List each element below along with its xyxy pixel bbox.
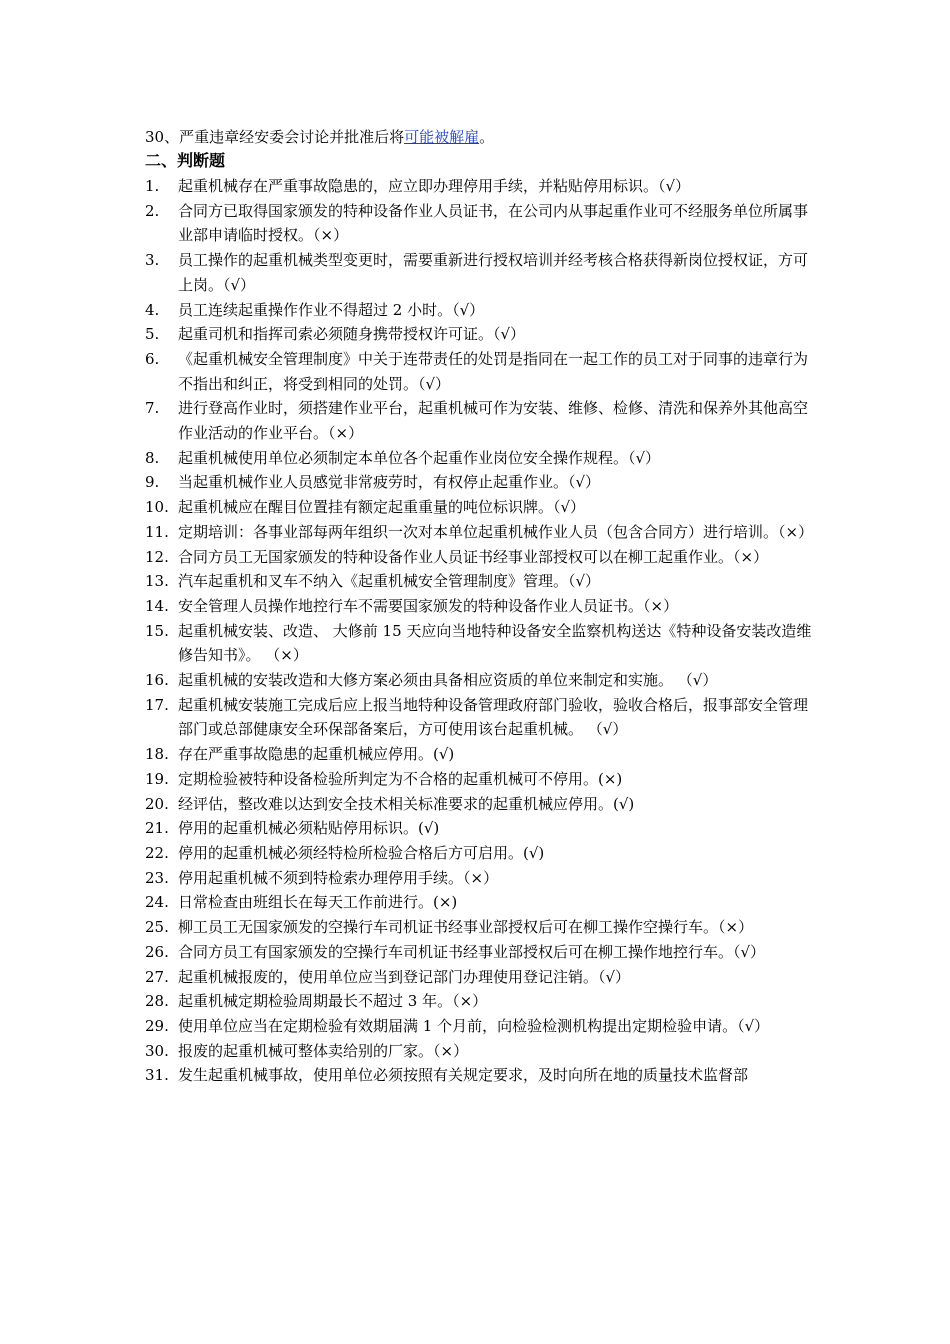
- previous-item-tail: 。: [479, 128, 495, 146]
- list-item: [145, 619, 815, 668]
- list-item: [145, 322, 815, 347]
- list-item: [145, 248, 815, 297]
- list-item: [145, 1014, 815, 1039]
- list-item: [145, 199, 815, 248]
- item-number: 28.: [145, 992, 169, 1011]
- list-item: [145, 520, 815, 545]
- item-text: 使用单位应当在定期检验有效期届满 1 个月前，向检验检测机构提出定期检验申请。（√）: [178, 1016, 770, 1035]
- list-item: [145, 792, 815, 817]
- item-text: 日常检查由班组长在每天工作前进行。(×): [178, 893, 458, 912]
- item-number: 18.: [145, 745, 169, 764]
- list-item: [145, 693, 815, 742]
- item-number: 9.: [145, 473, 160, 492]
- item-number: 21.: [145, 819, 169, 838]
- item-text: 停用起重机械不须到特检索办理停用手续。（×）: [178, 868, 499, 887]
- item-number: 15.: [145, 621, 169, 640]
- item-number: 2.: [145, 201, 160, 220]
- item-text: 起重机械使用单位必须制定本单位各个起重作业岗位安全操作规程。（√）: [178, 448, 661, 467]
- item-text: 汽车起重机和叉车不纳入《起重机械安全管理制度》管理。（√）: [178, 572, 601, 591]
- item-text: 当起重机械作业人员感觉非常疲劳时，有权停止起重作业。（√）: [178, 473, 601, 492]
- item-text: 起重机械定期检验周期最长不超过 3 年。（×）: [178, 992, 488, 1011]
- item-number: 7.: [145, 399, 160, 418]
- item-number: 26.: [145, 942, 169, 961]
- item-number: 16.: [145, 671, 169, 690]
- list-item: [145, 841, 815, 866]
- list-item: [145, 594, 815, 619]
- list-item: [145, 1039, 815, 1064]
- list-item: [145, 569, 815, 594]
- item-text: 进行登高作业时，须搭建作业平台，起重机械可作为安装、维修、检修、清洗和保养外其他高空作业活动的作业平台。（×）: [178, 399, 809, 443]
- item-number: 14.: [145, 596, 169, 615]
- item-text: 起重机械安装、改造、 大修前 15 天应向当地特种设备安全监察机构送达《特种设备安装改造维修告知书》。 （×）: [178, 621, 812, 665]
- item-text: 发生起重机械事故，使用单位必须按照有关规定要求，及时向所在地的质量技术监督部: [178, 1066, 749, 1085]
- list-item: [145, 174, 815, 199]
- item-number: 12.: [145, 547, 169, 566]
- item-number: 30.: [145, 1041, 169, 1060]
- list-item: [145, 915, 815, 940]
- item-text: 停用的起重机械必须粘贴停用标识。(√): [178, 819, 440, 838]
- item-number: 23.: [145, 868, 169, 887]
- item-text: 合同方员工有国家颁发的空操行车司机证书经事业部授权后可在柳工操作地控行车。（√）: [178, 942, 766, 961]
- previous-item-text: 30、严重违章经安委会讨论并批准后将: [145, 128, 405, 146]
- item-number: 24.: [145, 893, 169, 912]
- list-item: [145, 890, 815, 915]
- item-text: 起重机械的安装改造和大修方案必须由具备相应资质的单位来制定和实施。 （√）: [178, 671, 718, 690]
- dismissal-link[interactable]: 可能被解雇: [404, 128, 480, 146]
- list-item: [145, 347, 815, 396]
- item-number: 8.: [145, 448, 160, 467]
- list-item: [145, 940, 815, 965]
- list-item: [145, 298, 815, 323]
- item-text: 员工连续起重操作作业不得超过 2 小时。（√）: [178, 300, 485, 319]
- list-item: [145, 470, 815, 495]
- item-number: 25.: [145, 918, 169, 937]
- item-text: 存在严重事故隐患的起重机械应停用。(√): [178, 745, 455, 764]
- item-text: 起重机械应在醒目位置挂有额定起重重量的吨位标识牌。（√）: [178, 498, 586, 517]
- item-text: 合同方已取得国家颁发的特种设备作业人员证书，在公司内从事起重作业可不经服务单位所属事业部申请临时授权。（×）: [178, 201, 809, 245]
- list-item: [145, 446, 815, 471]
- item-number: 11.: [145, 522, 169, 541]
- list-item: [145, 495, 815, 520]
- item-number: 13.: [145, 572, 169, 591]
- item-number: 1.: [145, 177, 160, 195]
- item-text: 《起重机械安全管理制度》中关于连带责任的处罚是指同在一起工作的员工对于同事的违章行为不指出和纠正，将受到相同的处罚。（√）: [178, 349, 809, 393]
- list-item: [145, 965, 815, 990]
- item-text: 起重司机和指挥司索必须随身携带授权许可证。（√）: [178, 325, 526, 344]
- item-text: 报废的起重机械可整体卖给别的厂家。（×）: [178, 1041, 469, 1060]
- item-number: 20.: [145, 794, 169, 813]
- item-text: 经评估，整改难以达到安全技术相关标准要求的起重机械应停用。(√): [178, 794, 635, 813]
- item-text: 起重机械安装施工完成后应上报当地特种设备管理政府部门验收，验收合格后，报事部安全管理部门或总部健康安全环保部备案后，方可使用该台起重机械。 （√）: [178, 695, 809, 739]
- item-text: 停用的起重机械必须经特检所检验合格后方可启用。(√): [178, 843, 545, 862]
- item-number: 10.: [145, 498, 169, 517]
- item-text: 定期检验被特种设备检验所判定为不合格的起重机械可不停用。(×): [178, 769, 623, 788]
- item-text: 柳工员工无国家颁发的空操行车司机证书经事业部授权后可在柳工操作空操行车。（×）: [178, 918, 754, 937]
- item-text: 定期培训：各事业部每两年组织一次对本单位起重机械作业人员（包含合同方）进行培训。（×）: [178, 522, 814, 541]
- list-item: [145, 396, 815, 445]
- item-text: 安全管理人员操作地控行车不需要国家颁发的特种设备作业人员证书。（×）: [178, 596, 679, 615]
- previous-item-30: [145, 125, 494, 149]
- item-number: 31.: [145, 1066, 169, 1085]
- item-number: 22.: [145, 843, 169, 862]
- list-item: [145, 816, 815, 841]
- list-item: [145, 742, 815, 767]
- list-item: [145, 866, 815, 891]
- item-text: 起重机械报废的，使用单位应当到登记部门办理使用登记注销。（√）: [178, 967, 631, 986]
- item-text: 合同方员工无国家颁发的特种设备作业人员证书经事业部授权可以在柳工起重作业。（×）: [178, 547, 769, 566]
- item-number: 17.: [145, 695, 169, 714]
- list-item: [145, 767, 815, 792]
- item-number: 29.: [145, 1016, 169, 1035]
- list-item: [145, 545, 815, 570]
- list-item: [145, 668, 815, 693]
- item-number: 6.: [145, 349, 160, 368]
- true-false-question-list: [145, 174, 815, 1088]
- list-item: [145, 989, 815, 1014]
- item-text: 起重机械存在严重事故隐患的，应立即办理停用手续，并粘贴停用标识。（√）: [178, 177, 691, 195]
- list-item: [145, 1063, 815, 1088]
- item-number: 19.: [145, 769, 169, 788]
- item-text: 员工操作的起重机械类型变更时，需要重新进行授权培训并经考核合格获得新岗位授权证，方可上岗。（√）: [178, 251, 809, 294]
- item-number: 5.: [145, 325, 160, 344]
- item-number: 27.: [145, 967, 169, 986]
- item-number: 3.: [145, 251, 160, 270]
- item-number: 4.: [145, 300, 160, 319]
- section-title: 二、判断题: [145, 151, 226, 170]
